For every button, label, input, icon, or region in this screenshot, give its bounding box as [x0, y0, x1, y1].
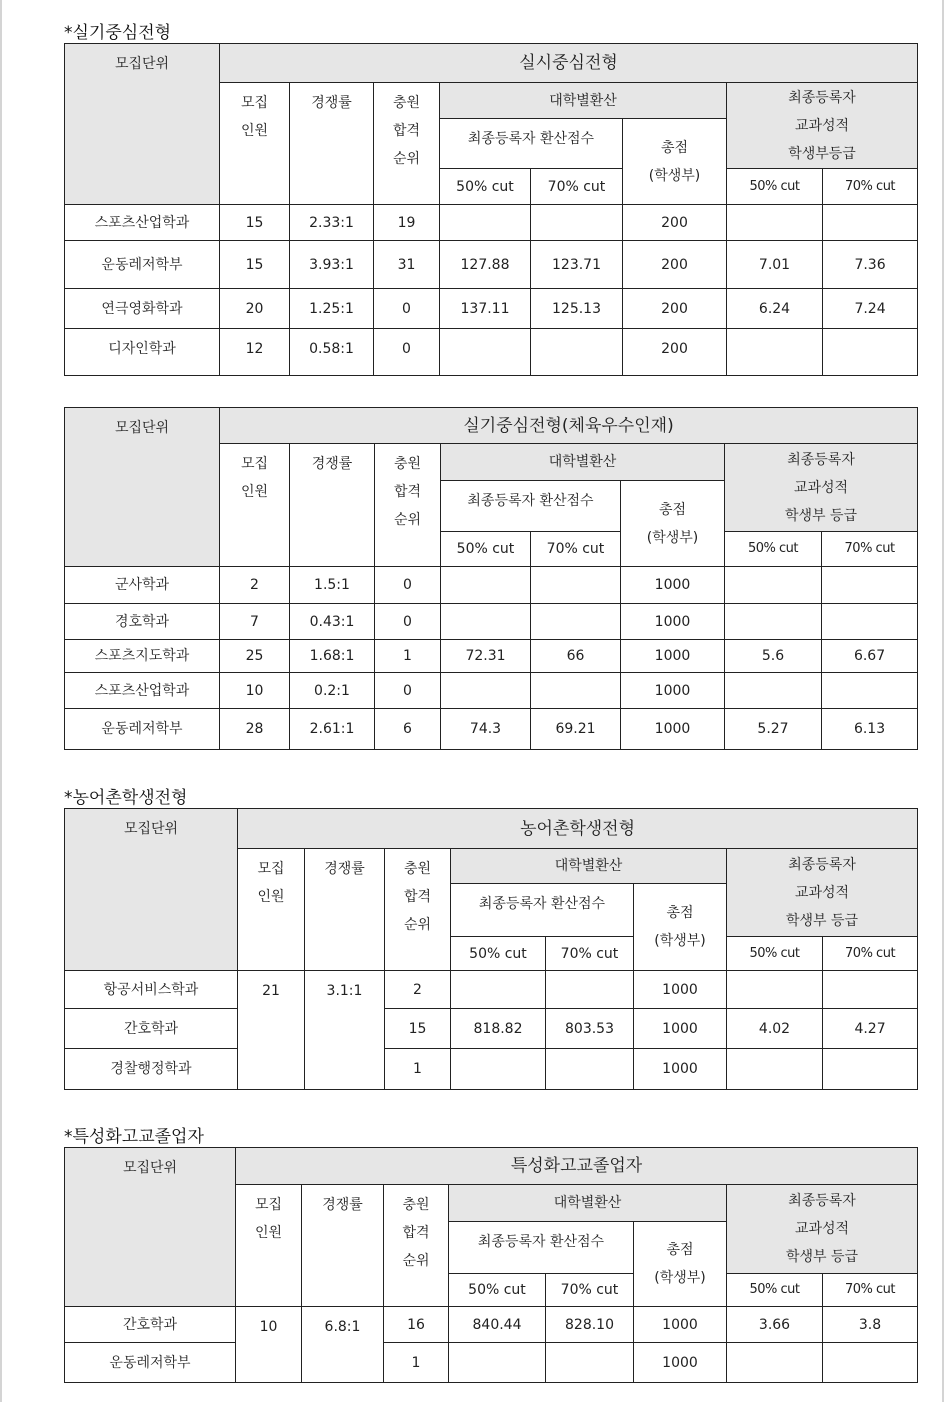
- table-cell: [727, 205, 823, 241]
- header-grade: 최종등록자 교과성적 학생부 등급: [727, 1185, 918, 1274]
- header-cut70: 70% cut: [531, 169, 623, 205]
- table-caption: 실기중심전형(체육우수인재): [220, 408, 918, 444]
- table-cell: [822, 673, 918, 709]
- table-cell: 6.13: [822, 709, 918, 750]
- table-cell: [441, 673, 531, 709]
- merged-recruit: 10: [236, 1307, 302, 1383]
- table-row: [65, 241, 918, 289]
- table-cell: [725, 567, 822, 604]
- table-cell: 0: [374, 329, 440, 376]
- table-cell: 200: [623, 289, 727, 329]
- section-title-practical: *실기중심전형: [64, 23, 172, 43]
- table-cell: 2: [220, 567, 290, 604]
- merged-ratio: 3.1:1: [305, 971, 385, 1090]
- table-cell: 200: [623, 205, 727, 241]
- table-cell: [727, 971, 823, 1009]
- header-cut70: 70% cut: [531, 532, 621, 567]
- table-row: [65, 604, 918, 640]
- table-vocational: [64, 1147, 918, 1383]
- table-cell: 1000: [621, 567, 725, 604]
- header-recruit: 모집 인원: [236, 1185, 302, 1307]
- table-row: [65, 1009, 918, 1049]
- table-cell: 19: [374, 205, 440, 241]
- header-recruit: 모집 인원: [238, 849, 305, 971]
- table-cell: 3.66: [727, 1307, 823, 1343]
- table-cell: 15: [220, 241, 290, 289]
- table-cell: 7.24: [823, 289, 918, 329]
- header-grade-cut50: 50% cut: [727, 1274, 823, 1307]
- table-cell: 1: [384, 1343, 449, 1383]
- table-cell: 1.25:1: [290, 289, 374, 329]
- section-title-vocational: *특성화고교졸업자: [64, 1127, 204, 1147]
- table-cell: 0.2:1: [290, 673, 375, 709]
- table-row: [65, 567, 918, 604]
- header-total: 총점 (학생부): [634, 1222, 727, 1307]
- header-unit: 모집단위: [65, 408, 220, 567]
- table-row: [65, 673, 918, 709]
- table-cell: [451, 971, 546, 1009]
- table-cell: 운동레저학부: [65, 1343, 236, 1383]
- table-cell: 4.27: [823, 1009, 918, 1049]
- page-frame-left: [0, 0, 2, 1402]
- table-cell: [727, 1049, 823, 1090]
- section-title-rural: *농어촌학생전형: [64, 788, 188, 808]
- table-cell: 1000: [634, 971, 727, 1009]
- table-cell: [822, 567, 918, 604]
- table-cell: 840.44: [449, 1307, 546, 1343]
- header-grade-cut70: 70% cut: [822, 532, 918, 567]
- header-cut50: 50% cut: [451, 937, 546, 971]
- table-cell: 0.43:1: [290, 604, 375, 640]
- merged-ratio: 6.8:1: [302, 1307, 384, 1383]
- table-row: [65, 1343, 918, 1383]
- table-cell: 5.6: [725, 640, 822, 673]
- table-row: [65, 1049, 918, 1090]
- table-cell: 경호학과: [65, 604, 220, 640]
- header-recruit: 모집 인원: [220, 83, 290, 205]
- table-cell: 15: [385, 1009, 451, 1049]
- table-cell: 1000: [621, 709, 725, 750]
- header-total: 총점 (학생부): [621, 481, 725, 567]
- table-cell: [823, 971, 918, 1009]
- table-cell: 0: [375, 567, 441, 604]
- table-cell: 스포츠산업학과: [65, 205, 220, 241]
- table-cell: 0.58:1: [290, 329, 374, 376]
- table-row: [65, 640, 918, 673]
- table-cell: [546, 1343, 634, 1383]
- table-row: [65, 1307, 918, 1343]
- table-caption: 특성화고교졸업자: [236, 1148, 918, 1185]
- table-cell: 간호학과: [65, 1009, 238, 1049]
- table-cell: 28: [220, 709, 290, 750]
- table-cell: [546, 971, 634, 1009]
- table-cell: 125.13: [531, 289, 623, 329]
- table-cell: 6.67: [822, 640, 918, 673]
- header-cut50: 50% cut: [440, 169, 531, 205]
- table-cell: [727, 329, 823, 376]
- table-cell: 항공서비스학과: [65, 971, 238, 1009]
- table-cell: [441, 604, 531, 640]
- table-cell: [531, 604, 621, 640]
- header-grade: 최종등록자 교과성적 학생부등급: [727, 83, 918, 169]
- table-cell: [531, 567, 621, 604]
- table-row: [65, 709, 918, 750]
- header-rank: 충원 합격 순위: [385, 849, 451, 971]
- header-conversion: 대학별환산: [440, 83, 727, 119]
- table-cell: 4.02: [727, 1009, 823, 1049]
- table-cell: 1.68:1: [290, 640, 375, 673]
- header-cut70: 70% cut: [546, 1274, 634, 1307]
- table-caption: 농어촌학생전형: [238, 809, 918, 849]
- header-cut70: 70% cut: [546, 937, 634, 971]
- table-cell: [727, 1343, 823, 1383]
- table-cell: 7: [220, 604, 290, 640]
- table-cell: [531, 329, 623, 376]
- table-cell: [531, 673, 621, 709]
- header-conv-score: 최종등록자 환산점수: [440, 119, 623, 169]
- table-cell: 10: [220, 673, 290, 709]
- table-cell: 200: [623, 329, 727, 376]
- table-cell: 경찰행정학과: [65, 1049, 238, 1090]
- header-grade: 최종등록자 교과성적 학생부 등급: [727, 849, 918, 937]
- table-cell: 1000: [634, 1307, 727, 1343]
- table-cell: 1000: [621, 604, 725, 640]
- table-cell: [823, 1343, 918, 1383]
- table-cell: 운동레저학부: [65, 241, 220, 289]
- header-grade-cut50: 50% cut: [727, 937, 823, 971]
- header-grade-cut70: 70% cut: [823, 937, 918, 971]
- table-cell: 연극영화학과: [65, 289, 220, 329]
- table-cell: 2.61:1: [290, 709, 375, 750]
- table-athletic-talent: [64, 407, 918, 750]
- table-rural: [64, 808, 918, 1090]
- header-unit: 모집단위: [65, 44, 220, 205]
- table-cell: [531, 205, 623, 241]
- table-cell: 7.36: [823, 241, 918, 289]
- table-cell: 69.21: [531, 709, 621, 750]
- table-cell: 1.5:1: [290, 567, 375, 604]
- table-cell: [822, 604, 918, 640]
- table-cell: [440, 329, 531, 376]
- table-cell: [546, 1049, 634, 1090]
- header-cut50: 50% cut: [449, 1274, 546, 1307]
- table-cell: 1000: [634, 1009, 727, 1049]
- header-grade-cut70: 70% cut: [823, 169, 918, 205]
- header-grade: 최종등록자 교과성적 학생부 등급: [725, 444, 918, 532]
- header-grade-cut70: 70% cut: [823, 1274, 918, 1307]
- header-unit: 모집단위: [65, 809, 238, 971]
- table-cell: 0: [375, 673, 441, 709]
- table-cell: 디자인학과: [65, 329, 220, 376]
- merged-recruit: 21: [238, 971, 305, 1090]
- table-row: [65, 971, 918, 1009]
- table-cell: 20: [220, 289, 290, 329]
- table-cell: 15: [220, 205, 290, 241]
- header-total: 총점 (학생부): [634, 884, 727, 971]
- table-cell: 2.33:1: [290, 205, 374, 241]
- table-cell: 0: [374, 289, 440, 329]
- header-conversion: 대학별환산: [451, 849, 727, 884]
- table-cell: 스포츠산업학과: [65, 673, 220, 709]
- table-cell: 6: [375, 709, 441, 750]
- table-practical: [64, 43, 918, 376]
- table-cell: 123.71: [531, 241, 623, 289]
- table-cell: 72.31: [441, 640, 531, 673]
- table-cell: 1000: [634, 1343, 727, 1383]
- table-cell: 828.10: [546, 1307, 634, 1343]
- header-conv-score: 최종등록자 환산점수: [441, 481, 621, 532]
- table-cell: 16: [384, 1307, 449, 1343]
- header-recruit: 모집 인원: [220, 444, 290, 567]
- header-cut50: 50% cut: [441, 532, 531, 567]
- table-cell: [440, 205, 531, 241]
- table-cell: 127.88: [440, 241, 531, 289]
- table-cell: [441, 567, 531, 604]
- table-cell: 803.53: [546, 1009, 634, 1049]
- table-cell: 간호학과: [65, 1307, 236, 1343]
- table-cell: 스포츠지도학과: [65, 640, 220, 673]
- table-cell: 2: [385, 971, 451, 1009]
- table-row: [65, 205, 918, 241]
- table-cell: [823, 329, 918, 376]
- table-cell: 1000: [621, 673, 725, 709]
- table-cell: 군사학과: [65, 567, 220, 604]
- header-rank: 충원 합격 순위: [374, 83, 440, 205]
- table-cell: 12: [220, 329, 290, 376]
- table-row: [65, 329, 918, 376]
- table-cell: 5.27: [725, 709, 822, 750]
- table-caption: 실시중심전형: [220, 44, 918, 83]
- table-cell: 25: [220, 640, 290, 673]
- table-cell: 31: [374, 241, 440, 289]
- header-total: 총점 (학생부): [623, 119, 727, 205]
- table-cell: 1000: [621, 640, 725, 673]
- header-conversion: 대학별환산: [449, 1185, 727, 1222]
- table-cell: [449, 1343, 546, 1383]
- table-cell: 137.11: [440, 289, 531, 329]
- table-cell: [725, 604, 822, 640]
- table-cell: 200: [623, 241, 727, 289]
- table-cell: 74.3: [441, 709, 531, 750]
- header-conv-score: 최종등록자 환산점수: [449, 1222, 634, 1274]
- header-conversion: 대학별환산: [441, 444, 725, 481]
- table-cell: 7.01: [727, 241, 823, 289]
- table-cell: 1: [375, 640, 441, 673]
- table-cell: 818.82: [451, 1009, 546, 1049]
- header-ratio: 경쟁률: [305, 849, 385, 971]
- table-cell: [823, 205, 918, 241]
- table-cell: 1: [385, 1049, 451, 1090]
- header-conv-score: 최종등록자 환산점수: [451, 884, 634, 937]
- header-unit: 모집단위: [65, 1148, 236, 1307]
- header-ratio: 경쟁률: [290, 444, 375, 567]
- header-rank: 충원 합격 순위: [384, 1185, 449, 1307]
- header-rank: 충원 합격 순위: [375, 444, 441, 567]
- header-ratio: 경쟁률: [302, 1185, 384, 1307]
- table-cell: [823, 1049, 918, 1090]
- header-grade-cut50: 50% cut: [725, 532, 822, 567]
- table-cell: 1000: [634, 1049, 727, 1090]
- table-cell: 3.8: [823, 1307, 918, 1343]
- table-cell: 운동레저학부: [65, 709, 220, 750]
- table-cell: 6.24: [727, 289, 823, 329]
- table-cell: 3.93:1: [290, 241, 374, 289]
- header-grade-cut50: 50% cut: [727, 169, 823, 205]
- header-ratio: 경쟁률: [290, 83, 374, 205]
- table-cell: 66: [531, 640, 621, 673]
- table-row: [65, 289, 918, 329]
- table-cell: [451, 1049, 546, 1090]
- table-cell: [725, 673, 822, 709]
- table-cell: 0: [375, 604, 441, 640]
